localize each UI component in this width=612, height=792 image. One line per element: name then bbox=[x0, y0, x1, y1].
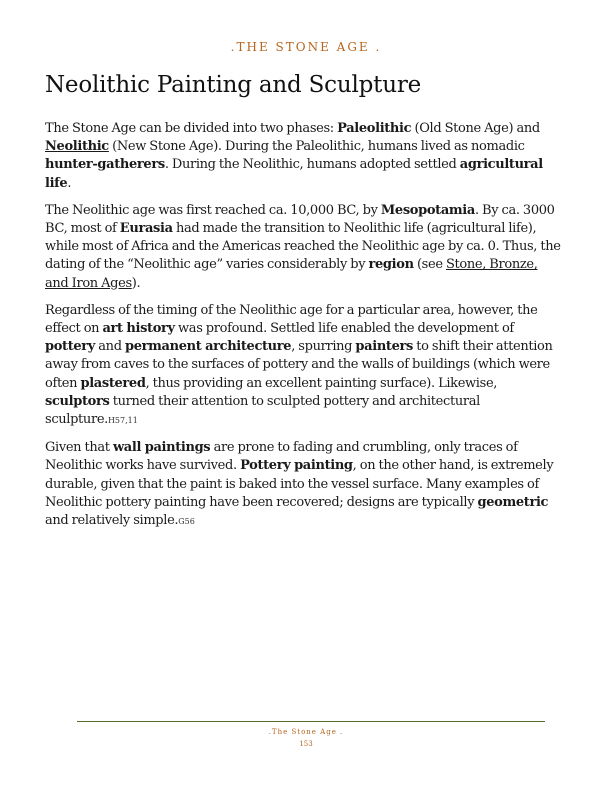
body-text bbox=[45, 120, 561, 540]
term-wall-paintings: wall paintings bbox=[112, 440, 211, 456]
term-eurasia: Eurasia bbox=[119, 221, 173, 237]
page-number: 153 bbox=[299, 740, 313, 748]
term-neolithic: Neolithic bbox=[45, 139, 109, 155]
running-header: .THE STONE AGE . bbox=[230, 40, 382, 54]
term-mesopotamia: Mesopotamia bbox=[380, 202, 475, 218]
paragraph-1: The Stone Age can be divided into two phases: Paleolithic (Old Stone Age) and Neolithic (New Stone Age). During the Paleolithic, humans lived as nomadic hunter-gatherers. During the Neolithic, humans adopted settled agricultural life. bbox=[45, 121, 543, 191]
link-stone-bronze-iron-ages[interactable]: Stone, Bronze, and Iron Ages bbox=[45, 257, 538, 291]
term-permanent-architecture: permanent architecture bbox=[124, 339, 292, 355]
term-hunter-gatherers: hunter-gatherers bbox=[45, 157, 165, 173]
term-pottery: pottery bbox=[45, 339, 95, 355]
term-region: region bbox=[368, 257, 414, 273]
paragraph-3: Regardless of the timing of the Neolithic age for a particular area, however, the effect on art history was profound. Settled life enabled the development of pottery and permanent architecture, spurring painters to shift their attention away from caves to the surfaces of pottery and the walls of buildings (which were often plastered, thus providing an excellent painting surface). Likewise, sculptors turned their attention to sculpted pottery and architectural sculpture.H57,11 bbox=[45, 302, 553, 428]
footer-divider bbox=[77, 721, 545, 722]
citation-g56: G56 bbox=[178, 517, 195, 527]
term-art-history: art history bbox=[102, 321, 175, 337]
page-title: Neolithic Painting and Sculpture bbox=[45, 72, 422, 98]
term-agricultural-life: agricultural life bbox=[45, 157, 543, 191]
citation-h57: H57,11 bbox=[107, 416, 138, 426]
term-geometric: geometric bbox=[477, 494, 549, 510]
term-painters: painters bbox=[355, 339, 413, 355]
paragraph-4: Given that wall paintings are prone to fading and crumbling, only traces of Neolithic works have survived. Pottery painting, on the other hand, is extremely durable, given that the paint is baked into the vessel surface. Many examples of Neolithic pottery painting have been recovered; designs are typically geometric and relatively simple.G56 bbox=[45, 440, 554, 529]
term-sculptors: sculptors bbox=[45, 393, 110, 409]
term-pottery-painting: Pottery painting bbox=[240, 458, 353, 474]
term-plastered: plastered bbox=[80, 375, 146, 391]
footer-title: .The Stone Age . bbox=[268, 728, 344, 736]
term-paleolithic: Paleolithic bbox=[337, 121, 412, 136]
paragraph-2: The Neolithic age was first reached ca. 10,000 BC, by Mesopotamia. By ca. 3000 BC, most of Eurasia had made the transition to Neolithic life (agricultural life), while most of Africa and the Americas reached the Neolithic age by ca. 0. Thus, the dating of the “Neolithic age” varies considerably by region (see Stone, Bronze, and Iron Ages). bbox=[45, 202, 561, 291]
